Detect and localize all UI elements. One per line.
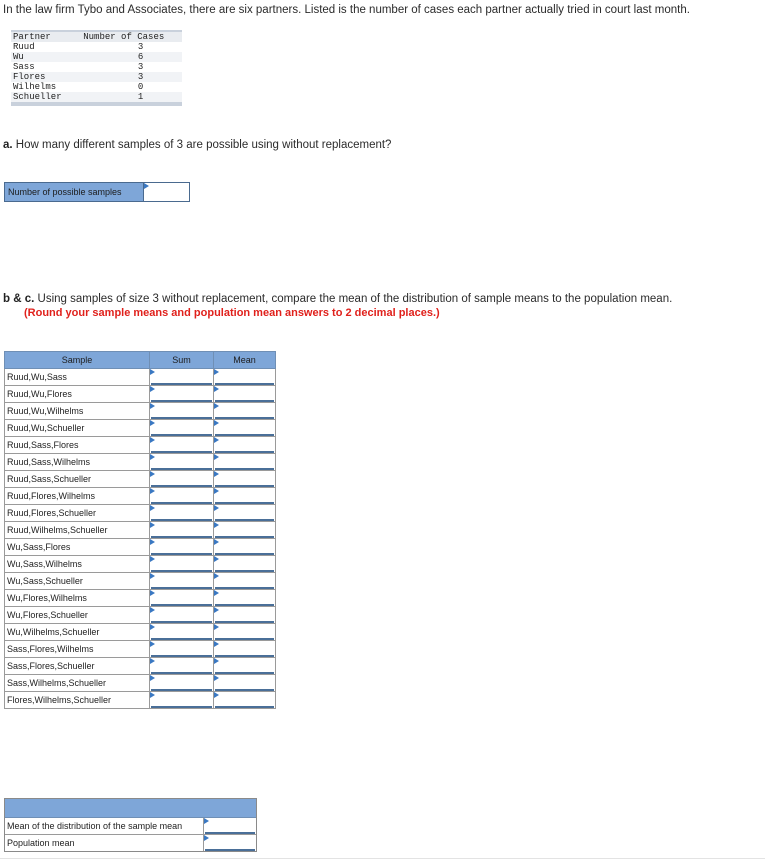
cases-header: Number of Cases <box>71 31 182 42</box>
mean-input[interactable] <box>214 692 276 709</box>
input-marker-icon <box>214 386 219 392</box>
input-marker-icon <box>204 818 209 824</box>
input-marker-icon <box>150 658 155 664</box>
mean-input[interactable] <box>214 471 276 488</box>
sample-label: Wu,Sass,Schueller <box>5 573 150 590</box>
sum-input[interactable] <box>150 420 214 437</box>
mean-input[interactable] <box>214 539 276 556</box>
input-marker-icon <box>214 573 219 579</box>
sample-row <box>5 624 276 641</box>
sample-label: Ruud,Sass,Flores <box>5 437 150 454</box>
input-marker-icon <box>150 454 155 460</box>
sample-row <box>5 386 276 403</box>
mean-input[interactable] <box>214 488 276 505</box>
input-marker-icon <box>150 369 155 375</box>
sample-row <box>5 573 276 590</box>
sample-row <box>5 692 276 709</box>
sample-label: Ruud,Wu,Flores <box>5 386 150 403</box>
input-marker-icon <box>214 624 219 630</box>
partner-name: Flores <box>11 72 71 82</box>
population-mean-row <box>5 835 256 851</box>
partner-cases: 3 <box>137 62 144 72</box>
input-marker-icon <box>150 590 155 596</box>
input-marker-icon <box>214 369 219 375</box>
sample-row <box>5 420 276 437</box>
mean-input[interactable] <box>214 590 276 607</box>
sample-row <box>5 590 276 607</box>
sum-input[interactable] <box>150 454 214 471</box>
input-marker-icon <box>214 471 219 477</box>
input-marker-icon <box>150 437 155 443</box>
sum-input[interactable] <box>150 556 214 573</box>
sample-row <box>5 505 276 522</box>
input-marker-icon <box>150 641 155 647</box>
sum-input[interactable] <box>150 403 214 420</box>
partner-name: Wu <box>11 52 71 62</box>
partner-name: Schueller <box>11 92 71 104</box>
mean-comparison-header <box>5 799 256 818</box>
question-a <box>3 139 391 151</box>
partner-table <box>11 30 182 106</box>
input-marker-icon <box>214 403 219 409</box>
possible-samples-label: Number of possible samples <box>5 183 144 201</box>
question-bc-label: b & c. <box>3 293 35 305</box>
sample-row <box>5 437 276 454</box>
input-marker-icon <box>214 641 219 647</box>
sum-input[interactable] <box>150 539 214 556</box>
population-mean-label: Population mean <box>5 835 204 851</box>
input-marker-icon <box>150 403 155 409</box>
input-marker-icon <box>150 692 155 698</box>
mean-input[interactable] <box>214 522 276 539</box>
input-marker-icon <box>150 556 155 562</box>
input-marker-icon <box>150 505 155 511</box>
input-marker-icon <box>214 505 219 511</box>
partner-header: Partner <box>11 31 71 42</box>
input-marker-icon <box>214 437 219 443</box>
input-marker-icon <box>214 522 219 528</box>
input-marker-icon <box>150 471 155 477</box>
input-marker-icon <box>214 590 219 596</box>
partner-name: Sass <box>13 62 35 72</box>
sum-input[interactable] <box>150 607 214 624</box>
sum-input[interactable] <box>150 386 214 403</box>
sum-input[interactable] <box>150 522 214 539</box>
mean-input[interactable] <box>214 437 276 454</box>
partner-row <box>11 52 182 62</box>
partner-row <box>11 62 182 72</box>
sample-row <box>5 539 276 556</box>
sum-input[interactable] <box>150 590 214 607</box>
input-marker-icon <box>150 675 155 681</box>
partner-cases: 3 <box>137 42 144 52</box>
sample-label: Ruud,Wu,Schueller <box>5 420 150 437</box>
partner-cases: 3 <box>71 72 182 82</box>
mean-input[interactable] <box>214 624 276 641</box>
sample-label: Ruud,Wilhelms,Schueller <box>5 522 150 539</box>
sample-row <box>5 607 276 624</box>
sample-row <box>5 658 276 675</box>
partner-row <box>11 42 182 52</box>
sum-input[interactable] <box>150 573 214 590</box>
mean-input[interactable] <box>214 386 276 403</box>
mean-input[interactable] <box>214 607 276 624</box>
sum-header: Sum <box>150 352 214 369</box>
input-marker-icon <box>214 539 219 545</box>
sum-input[interactable] <box>150 471 214 488</box>
sample-label: Flores,Wilhelms,Schueller <box>5 692 150 709</box>
mean-header: Mean <box>214 352 276 369</box>
input-marker-icon <box>214 454 219 460</box>
sample-mean-input[interactable] <box>204 818 256 834</box>
question-a-text: How many different samples of 3 are possible using without replacement? <box>15 139 392 151</box>
sample-row <box>5 403 276 420</box>
input-marker-icon <box>150 386 155 392</box>
intro-text: In the law firm Tybo and Associates, there are six partners. Listed is the number of cases each partner actually tried in court last month. <box>3 4 690 16</box>
sample-label: Sass,Flores,Schueller <box>5 658 150 675</box>
sample-row <box>5 641 276 658</box>
input-marker-icon <box>150 539 155 545</box>
mean-input[interactable] <box>214 658 276 675</box>
possible-samples-input[interactable] <box>144 183 189 201</box>
sample-row <box>5 488 276 505</box>
population-mean-input[interactable] <box>204 835 256 851</box>
sample-label: Ruud,Flores,Wilhelms <box>5 488 150 505</box>
partner-cases: 0 <box>137 82 144 92</box>
sample-row <box>5 471 276 488</box>
input-marker-icon <box>214 420 219 426</box>
sample-label: Wu,Sass,Flores <box>5 539 150 556</box>
sample-header: Sample <box>5 352 150 369</box>
input-marker-icon <box>214 692 219 698</box>
question-bc-text: Using samples of size 3 without replacement, compare the mean of the distribution of sample means to the population mean. <box>37 293 673 305</box>
sample-label: Wu,Wilhelms,Schueller <box>5 624 150 641</box>
sample-mean-row <box>5 818 256 835</box>
input-marker-icon <box>150 522 155 528</box>
partner-name: Wilhelms <box>13 82 57 92</box>
partner-cases: 1 <box>71 92 182 104</box>
sample-mean-label: Mean of the distribution of the sample mean <box>5 818 204 834</box>
input-marker-icon <box>150 624 155 630</box>
mean-input[interactable] <box>214 420 276 437</box>
sample-row <box>5 556 276 573</box>
partner-row <box>11 72 182 82</box>
input-marker-icon <box>214 607 219 613</box>
sample-label: Ruud,Wu,Sass <box>5 369 150 386</box>
mean-input[interactable] <box>214 369 276 386</box>
sum-input[interactable] <box>150 675 214 692</box>
sum-input[interactable] <box>150 488 214 505</box>
partner-cases: 6 <box>71 52 182 62</box>
sum-input[interactable] <box>150 505 214 522</box>
sum-input[interactable] <box>150 658 214 675</box>
mean-input[interactable] <box>214 573 276 590</box>
input-marker-icon <box>150 607 155 613</box>
sample-label: Sass,Wilhelms,Schueller <box>5 675 150 692</box>
sample-label: Ruud,Sass,Wilhelms <box>5 454 150 471</box>
input-marker-icon <box>214 556 219 562</box>
sample-row <box>5 454 276 471</box>
mean-input[interactable] <box>214 556 276 573</box>
sample-row <box>5 522 276 539</box>
sum-input[interactable] <box>150 369 214 386</box>
input-marker-icon <box>214 488 219 494</box>
sample-row <box>5 675 276 692</box>
sample-table <box>4 351 276 709</box>
mean-input[interactable] <box>214 641 276 658</box>
sample-label: Wu,Sass,Wilhelms <box>5 556 150 573</box>
input-marker-icon <box>150 420 155 426</box>
input-marker-icon <box>144 183 149 189</box>
sample-label: Wu,Flores,Wilhelms <box>5 590 150 607</box>
input-marker-icon <box>204 835 209 841</box>
mean-input[interactable] <box>214 505 276 522</box>
partner-row <box>11 82 182 92</box>
sum-input[interactable] <box>150 641 214 658</box>
sample-label: Ruud,Sass,Schueller <box>5 471 150 488</box>
sum-input[interactable] <box>150 624 214 641</box>
rounding-note: (Round your sample means and population mean answers to 2 decimal places.) <box>24 307 440 319</box>
partner-name: Ruud <box>13 42 35 52</box>
mean-input[interactable] <box>214 403 276 420</box>
input-marker-icon <box>150 488 155 494</box>
sample-row <box>5 369 276 386</box>
mean-input[interactable] <box>214 675 276 692</box>
partner-row <box>11 92 182 104</box>
question-bc <box>3 293 672 305</box>
input-marker-icon <box>214 675 219 681</box>
mean-comparison-block <box>4 798 257 852</box>
sample-label: Sass,Flores,Wilhelms <box>5 641 150 658</box>
input-marker-icon <box>150 573 155 579</box>
mean-input[interactable] <box>214 454 276 471</box>
footer-divider <box>0 858 765 859</box>
possible-samples-row <box>4 182 190 202</box>
sample-label: Ruud,Flores,Schueller <box>5 505 150 522</box>
sum-input[interactable] <box>150 692 214 709</box>
question-a-label: a. <box>3 139 13 151</box>
sum-input[interactable] <box>150 437 214 454</box>
sample-label: Ruud,Wu,Wilhelms <box>5 403 150 420</box>
input-marker-icon <box>214 658 219 664</box>
sample-label: Wu,Flores,Schueller <box>5 607 150 624</box>
